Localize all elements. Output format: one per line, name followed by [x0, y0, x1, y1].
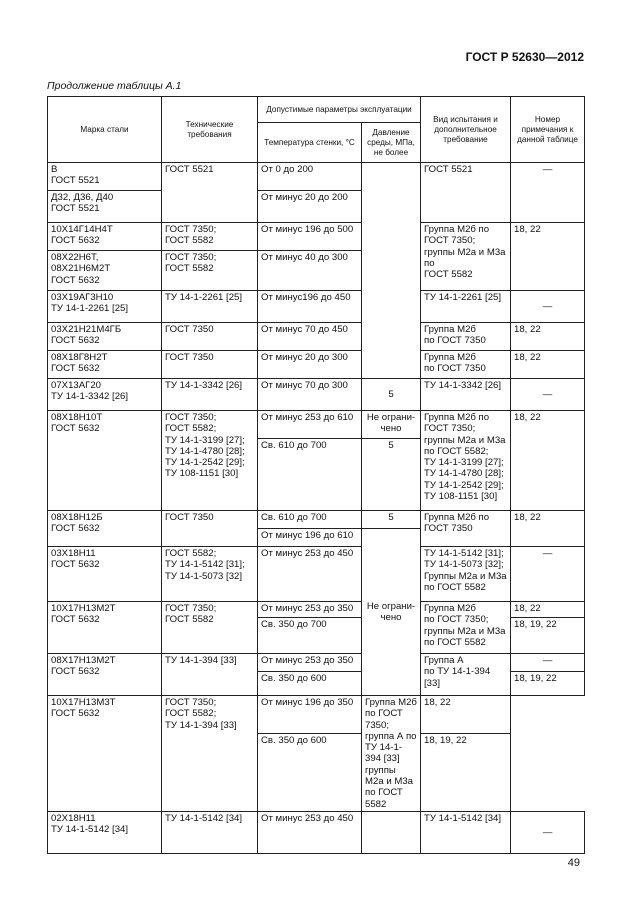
cell-note: — [511, 811, 585, 853]
cell-grade: 03Х19АГ3Н10 ТУ 14-1-2261 [25] [48, 291, 162, 323]
table-row [48, 547, 585, 602]
table-row [48, 654, 585, 672]
cell-note: 18, 22 [511, 351, 585, 379]
cell-grade: 08Х18Г8Н2Т ГОСТ 5632 [48, 351, 162, 379]
cell-grade: 08Х18Н12Б ГОСТ 5632 [48, 511, 162, 547]
table-row [48, 411, 585, 439]
cell-note: 18, 22 [511, 411, 585, 511]
col-header-params: Допустимые параметры эксплуатации [258, 97, 421, 123]
cell-temp: От 0 до 200 [258, 163, 362, 191]
col-header-temp: Температура стенки, °С [258, 123, 362, 163]
cell-test: Группа М2б по ГОСТ 7350; группы М2а и М3а по ГОСТ 5582; ТУ 14-1-3199 [27]; ТУ 14-1-4780 [28]; ТУ 14-1-2542 [29]; ТУ 108-1151 [30] [421, 411, 511, 511]
cell-grade: 10Х17Н13М2Т ГОСТ 5632 [48, 602, 162, 654]
cell-temp: От минус 20 до 200 [258, 191, 362, 223]
table-row [48, 602, 585, 618]
cell-temp: Св. 350 до 600 [258, 672, 362, 696]
cell-temp: От минус 253 до 450 [258, 547, 362, 602]
cell-pressure: Не ограни- чено [362, 529, 421, 696]
cell-note: — [511, 291, 585, 323]
table-row [48, 511, 585, 529]
cell-grade: 10Х17Н13М3Т ГОСТ 5632 [48, 696, 162, 812]
cell-grade: 08Х18Н10Т ГОСТ 5632 [48, 411, 162, 511]
cell-temp: Св. 610 до 700 [258, 511, 362, 529]
cell-temp: От минус 20 до 300 [258, 351, 362, 379]
cell-test: ТУ 14-1-2261 [25] [421, 291, 511, 323]
cell-temp: Св. 350 до 700 [258, 618, 362, 654]
steel-grades-table [47, 96, 585, 854]
table-row [48, 696, 585, 734]
col-header-note: Номер примечания к данной таблице [511, 97, 585, 163]
page-number: 49 [567, 857, 580, 869]
cell-temp: От минус 253 до 610 [258, 411, 362, 439]
cell-temp: От минус 196 до 610 [258, 529, 362, 547]
table-row [48, 163, 585, 191]
cell-test: Группа М2б по ГОСТ 7350 [421, 511, 511, 547]
cell-test: ГОСТ 5521 [421, 163, 511, 223]
cell-pressure: 5 [362, 439, 421, 511]
cell-temp: От минус 70 до 300 [258, 379, 362, 411]
cell-test: Группа А по ТУ 14-1-394 [33] [421, 654, 511, 696]
cell-grade: 07Х13АГ20 ТУ 14-1-3342 [26] [48, 379, 162, 411]
cell-temp: От минус 196 до 500 [258, 223, 362, 251]
cell-grade: 08Х22Н6Т, 08Х21Н6М2Т ГОСТ 5632 [48, 251, 162, 291]
cell-test: ТУ 14-1-5142 [34] [421, 811, 511, 853]
cell-pressure: 5 [362, 379, 421, 411]
cell-test: Группа М2б по ГОСТ 7350; группы М2а и М3а по ГОСТ 5582 [421, 602, 511, 654]
cell-note: 18, 22 [511, 323, 585, 351]
cell-temp: Св. 350 до 600 [258, 733, 362, 811]
cell-tech: ГОСТ 7350; ГОСТ 5582; ТУ 14-1-3199 [27]; ТУ 14-1-4780 [28]; ТУ 14-1-2542 [29]; ТУ 108-1151 [30] [162, 411, 258, 511]
cell-test: Группа М2б по ГОСТ 7350 [421, 351, 511, 379]
table-row [48, 351, 585, 379]
cell-temp: Св. 610 до 700 [258, 439, 362, 511]
cell-test: Группа М2б по ГОСТ 7350; группы М2а и М3а по ГОСТ 5582 [421, 223, 511, 291]
table-row [48, 323, 585, 351]
table-row [48, 223, 585, 251]
cell-tech: ГОСТ 7350; ГОСТ 5582 [162, 223, 258, 251]
table-row [48, 291, 585, 323]
table-caption: Продолжение таблицы А.1 [47, 80, 182, 92]
table-row [48, 811, 585, 853]
col-header-test: Вид испытания и дополнительное требование [421, 97, 511, 163]
col-header-tech: Технические требования [162, 97, 258, 163]
cell-tech: ГОСТ 7350 [162, 351, 258, 379]
cell-tech: ГОСТ 7350 [162, 323, 258, 351]
table-row [48, 379, 585, 411]
cell-tech: ГОСТ 7350; ГОСТ 5582 [162, 602, 258, 654]
cell-grade: 08Х17Н13М2Т ГОСТ 5632 [48, 654, 162, 696]
cell-pressure: Не ограни- чено [362, 411, 421, 439]
col-header-pressure: Давление среды, МПа, не более [362, 123, 421, 163]
cell-tech: ГОСТ 7350 [162, 511, 258, 547]
cell-note: 18, 19, 22 [421, 733, 511, 811]
cell-note: 18, 19, 22 [511, 618, 585, 654]
cell-test: ТУ 14-1-3342 [26] [421, 379, 511, 411]
cell-test: Группа М2б по ГОСТ 7350; группа А по ТУ 14-1-394 [33] группы М2а и М3а по ГОСТ 5582 [362, 696, 421, 812]
cell-note: 18, 22 [511, 511, 585, 547]
cell-test: ТУ 14-1-5142 [31]; ТУ 14-1-5073 [32]; Группы М2а и М3а по ГОСТ 5582 [421, 547, 511, 602]
cell-note: — [511, 379, 585, 411]
cell-tech: ГОСТ 5521 [162, 163, 258, 223]
col-header-grade: Марка стали [48, 97, 162, 163]
cell-note: — [511, 654, 585, 672]
cell-temp: От минус 70 до 450 [258, 323, 362, 351]
cell-tech: ТУ 14-1-5142 [34] [162, 811, 258, 853]
cell-tech: ГОСТ 7350; ГОСТ 5582; ТУ 14-1-394 [33] [162, 696, 258, 812]
cell-grade: 10Х14Г14Н4Т ГОСТ 5632 [48, 223, 162, 251]
cell-tech: ГОСТ 7350; ГОСТ 5582 [162, 251, 258, 291]
cell-temp: От минус 40 до 300 [258, 251, 362, 291]
cell-pressure: 5 [362, 511, 421, 529]
cell-tech: ТУ 14-1-3342 [26] [162, 379, 258, 411]
cell-tech: ТУ 14-1-394 [33] [162, 654, 258, 696]
cell-temp: От минус 196 до 350 [258, 696, 362, 734]
cell-pressure-empty [362, 811, 421, 853]
cell-tech: ГОСТ 5582; ТУ 14-1-5142 [31]; ТУ 14-1-5073 [32] [162, 547, 258, 602]
cell-note: 18, 22 [511, 223, 585, 291]
cell-note: — [511, 547, 585, 602]
cell-grade: 03Х18Н11 ГОСТ 5632 [48, 547, 162, 602]
cell-note: 18, 22 [511, 602, 585, 618]
cell-temp: От минус 253 до 350 [258, 602, 362, 618]
cell-note: 18, 19, 22 [511, 672, 585, 696]
cell-temp: От минус 253 до 450 [258, 811, 362, 853]
cell-note: — [511, 163, 585, 223]
cell-tech: ТУ 14-1-2261 [25] [162, 291, 258, 323]
cell-grade: Д32, Д36, Д40 ГОСТ 5521 [48, 191, 162, 223]
cell-grade: В ГОСТ 5521 [48, 163, 162, 191]
cell-temp: От минус 253 до 350 [258, 654, 362, 672]
cell-grade: 03Х21Н21М4ГБ ГОСТ 5632 [48, 323, 162, 351]
cell-note: 18, 22 [421, 696, 511, 734]
cell-pressure-empty [362, 163, 421, 379]
cell-test: Группа М2б по ГОСТ 7350 [421, 323, 511, 351]
document-id: ГОСТ Р 52630—2012 [465, 50, 584, 64]
cell-temp: От минус196 до 450 [258, 291, 362, 323]
cell-grade: 02Х18Н11 ТУ 14-1-5142 [34] [48, 811, 162, 853]
